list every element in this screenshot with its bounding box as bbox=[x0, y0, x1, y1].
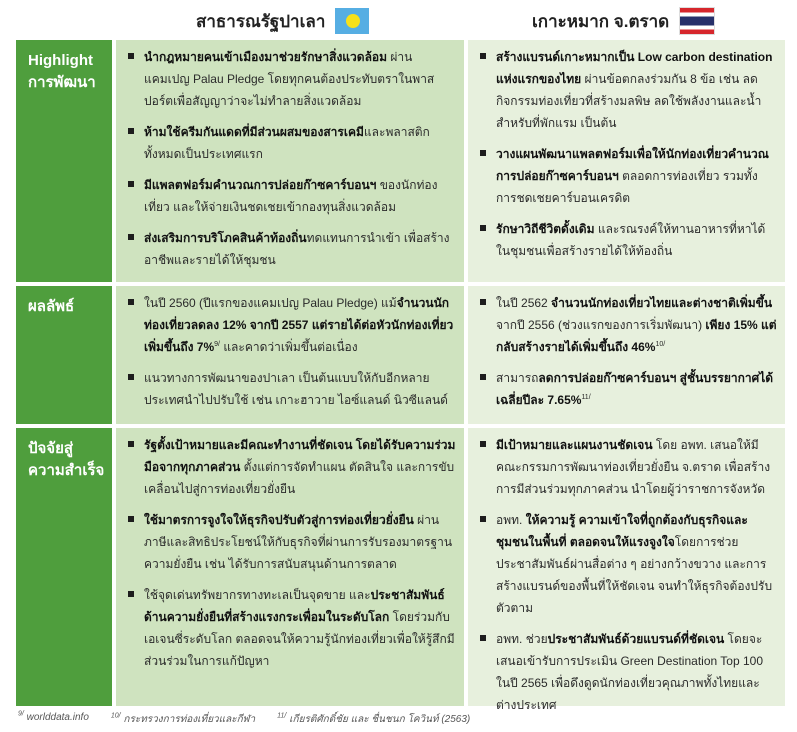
row-label-highlight bbox=[16, 40, 112, 282]
list-item: สามารถลดการปล่อยก๊าซคาร์บอนฯ สู่ชั้นบรรยากาศได้เฉลี่ยปีละ 7.65%$^{11/}$ bbox=[478, 367, 777, 411]
list-item: นำกฎหมายคนเข้าเมืองมาช่วยรักษาสิ่งแวดล้อม ผ่านแคมเปญ Palau Pledge โดยทุกคนต้องประทับตราในพาสปอร์ตเพื่อสัญญาว่าจะไม่ทำลายสิ่งแวดล้อม bbox=[126, 46, 456, 112]
palau-title: สาธารณรัฐปาเลา bbox=[196, 11, 326, 31]
row-label-line2: ความสำเร็จ bbox=[28, 462, 105, 479]
list-item: วางแผนพัฒนาแพลตฟอร์มเพื่อให้นักท่องเที่ยวคำนวณการปล่อยก๊าซคาร์บอนฯ ตลอดการท่องเที่ยว รวมทั้งการชดเชยคาร์บอนเครดิต bbox=[478, 143, 777, 209]
list-item: ส่งเสริมการบริโภคสินค้าท้องถิ่นทดแทนการนำเข้า เพื่อสร้างอาชีพและรายได้ให้ชุมชน bbox=[126, 227, 456, 271]
row-label-results bbox=[16, 286, 112, 424]
footnotes bbox=[18, 712, 470, 727]
thailand-flag-icon bbox=[679, 7, 715, 35]
comparison-header bbox=[0, 0, 797, 40]
koh-mak-results-cell bbox=[468, 286, 785, 424]
footnote-10: $^{10/}$ กระทรวงการท่องเที่ยวและกีฬา bbox=[110, 712, 256, 725]
list-item: ในปี 2562 จำนวนนักท่องเที่ยวไทยและต่างชาติเพิ่มขึ้นจากปี 2556 (ช่วงแรกของการเริ่มพัฒนา) เพียง 15% แต่กลับสร้างรายได้เพิ่มขึ้นถึง 46%$^{10/}$ bbox=[478, 292, 777, 358]
palau-highlight-cell bbox=[116, 40, 464, 282]
row-results bbox=[16, 286, 785, 424]
palau-flag-icon bbox=[335, 8, 369, 34]
koh-mak-title: เกาะหมาก จ.ตราด bbox=[532, 11, 670, 31]
row-label-line1: Highlight bbox=[28, 52, 93, 69]
footnote-9: $^{9/}$ worlddata.info bbox=[18, 710, 89, 723]
row-label-line2: การพัฒนา bbox=[28, 74, 96, 91]
list-item: ในปี 2560 (ปีแรกของแคมเปญ Palau Pledge) แม้จำนวนนักท่องเที่ยวลดลง 12% จากปี 2557 แต่รายได้ต่อหัวนักท่องเที่ยวเพิ่มขึ้นถึง 7%$^{9/}$ และคาดว่าเพิ่มขึ้นต่อเนื่อง bbox=[126, 292, 456, 358]
list-item: แนวทางการพัฒนาของปาเลา เป็นต้นแบบให้กับอีกหลายประเทศนำไปปรับใช้ เช่น เกาะฮาวาย ไอซ์แลนด์ นิวซีแลนด์ bbox=[126, 367, 456, 411]
list-item: สร้างแบรนด์เกาะหมากเป็น Low carbon destination แห่งแรกของไทย ผ่านข้อตกลงร่วมกัน 8 ข้อ เช่น ลดกิจกรรมท่องเที่ยวที่สร้างมลพิษ ลดใช้พลังงานและน้ำสำหรับที่พักแรม เป็นต้น bbox=[478, 46, 777, 134]
koh-mak-factors-cell bbox=[468, 428, 785, 712]
column-title-koh-mak bbox=[532, 6, 715, 36]
row-label-success-factors bbox=[16, 428, 112, 706]
row-label-line1: ปัจจัยสู่ bbox=[28, 440, 74, 457]
column-title-palau bbox=[196, 6, 369, 36]
list-item: ห้ามใช้ครีมกันแดดที่มีส่วนผสมของสารเคมีและพลาสติกทั้งหมดเป็นประเทศแรก bbox=[126, 121, 456, 165]
list-item: อพท. ช่วยประชาสัมพันธ์ด้วยแบรนด์ที่ชัดเจน โดยจะเสนอเข้ารับการประเมิน Green Destination Top 100 ในปี 2565 เพื่อดึงดูดนักท่องเที่ยวคุณภาพทั้งไทยและต่างประเทศ bbox=[478, 628, 777, 716]
palau-factors-cell bbox=[116, 428, 464, 706]
palau-results-cell bbox=[116, 286, 464, 424]
list-item: รัฐตั้งเป้าหมายและมีคณะทำงานที่ชัดเจน โดยได้รับความร่วมมือจากทุกภาคส่วน ตั้งแต่การจัดทำแผน ตัดสินใจ และการขับเคลื่อนไปสู่การท่องเที่ยวยั่งยืน bbox=[126, 434, 456, 500]
list-item: มีเป้าหมายและแผนงานชัดเจน โดย อพท. เสนอให้มีคณะกรรมการพัฒนาท่องเที่ยวยั่งยืน จ.ตราด เพื่อสร้างการมีส่วนร่วมทุกภาคส่วน นำโดยผู้ว่าราชการจังหวัด bbox=[478, 434, 777, 500]
list-item: รักษาวิถีชีวิตดั้งเดิม และรณรงค์ให้ทานอาหารที่หาได้ในชุมชนเพื่อสร้างรายได้ให้ท้องถิ่น bbox=[478, 218, 777, 262]
list-item: ใช้จุดเด่นทรัพยากรทางทะเลเป็นจุดขาย และประชาสัมพันธ์ด้านความยั่งยืนที่สร้างแรงกระเพื่อมในระดับโลก โดยร่วมกับเอเจนซี่ระดับโลก ตลอดจนให้ความรู้นักท่องเที่ยวเพื่อให้รู้สึกมีส่วนร่วมในการแก้ปัญหา bbox=[126, 584, 456, 672]
list-item: อพท. ให้ความรู้ ความเข้าใจที่ถูกต้องกับธุรกิจและชุมชนในพื้นที่ ตลอดจนให้แรงจูงใจโดยการช่วยประชาสัมพันธ์ผ่านสื่อต่าง ๆ อย่างกว้างขวาง และการสร้างแบรนด์ของพื้นที่ให้ชัดเจน จนทำให้ธุรกิจต้องปรับตัวตาม bbox=[478, 509, 777, 619]
list-item: มีแพลตฟอร์มคำนวณการปล่อยก๊าซคาร์บอนฯ ของนักท่องเที่ยว และให้จ่ายเงินชดเชยเข้ากองทุนสิ่งแวดล้อม bbox=[126, 174, 456, 218]
koh-mak-highlight-cell bbox=[468, 40, 785, 282]
footnote-11: $^{11/}$ เกียรติศักดิ์ชัย และ ชื่นชนก โควินท์ (2563) bbox=[277, 712, 471, 725]
row-success-factors bbox=[16, 428, 785, 712]
row-label-line1: ผลลัพธ์ bbox=[28, 298, 75, 315]
list-item: ใช้มาตรการจูงใจให้ธุรกิจปรับตัวสู่การท่องเที่ยวยั่งยืน ผ่านภาษีและสิทธิประโยชน์ให้กับธุรกิจที่ผ่านการรับรองมาตรฐานความยั่งยืน เช่น ได้รับการสนับสนุนด้านการตลาด bbox=[126, 509, 456, 575]
row-highlight bbox=[16, 40, 785, 282]
